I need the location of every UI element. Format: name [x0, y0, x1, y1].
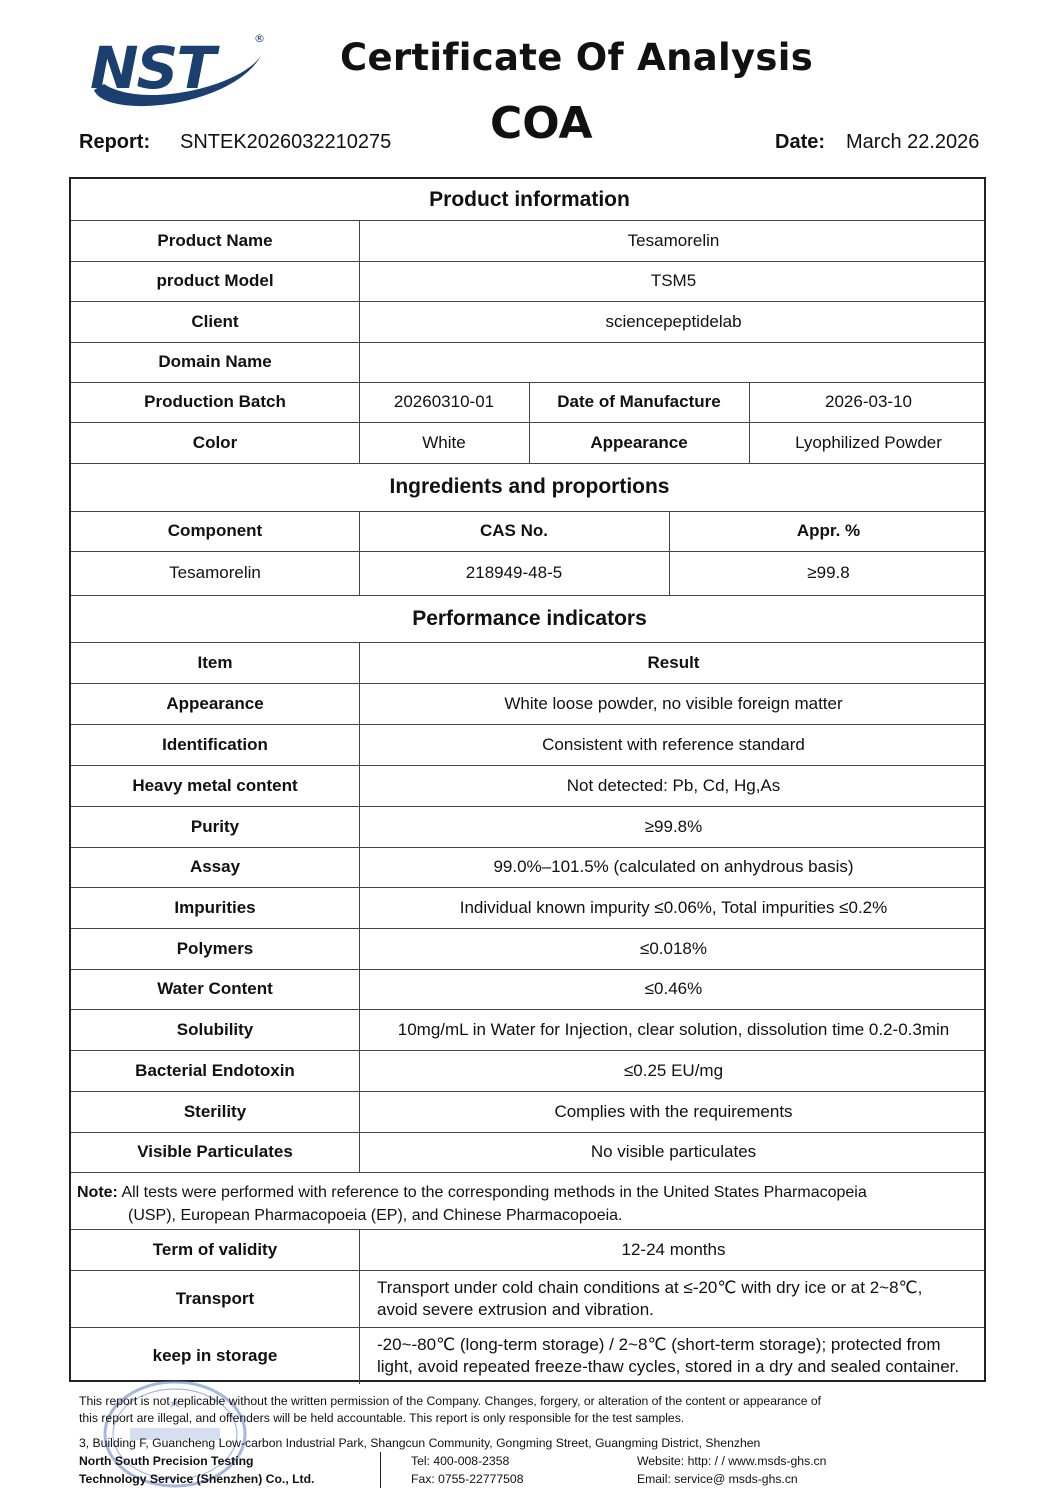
transport-line-1: Transport under cold chain conditions at ≤-20℃ with dry ice or at 2~8℃, — [377, 1277, 923, 1297]
ingredient-percent: ≥99.8 — [807, 563, 850, 582]
section-performance: Performance indicators — [412, 606, 647, 630]
disclaimer-line-1: This report is not replicable without the written permission of the Company. Changes, forgery, or alteration of the content or appearance of — [79, 1394, 822, 1408]
company-name-line-2: Technology Service (Shenzhen) Co., Ltd. — [79, 1472, 315, 1486]
document-subtitle: COA — [490, 98, 593, 149]
perf-item: Purity — [190, 816, 240, 836]
nst-logo — [84, 28, 270, 112]
note-label: Note: — [77, 1184, 118, 1201]
perf-result: 99.0%–101.5% (calculated on anhydrous basis) — [493, 857, 854, 876]
document-title: Certificate Of Analysis — [340, 36, 814, 79]
company-fax: Fax: 0755-22777508 — [411, 1472, 524, 1486]
perf-result: Complies with the requirements — [554, 1101, 793, 1121]
perf-item: Identification — [162, 734, 268, 754]
ingredients-header-component: Component — [167, 521, 263, 540]
ingredients-header-percent: Appr. % — [796, 521, 861, 540]
transport-line-2: avoid severe extrusion and vibration. — [377, 1299, 654, 1319]
perf-item: Solubility — [176, 1019, 254, 1039]
perf-item: Heavy metal content — [132, 775, 298, 795]
perf-result: 10mg/mL in Water for Injection, clear solution, dissolution time 0.2-0.3min — [397, 1019, 950, 1039]
validity-value: 12-24 months — [621, 1239, 726, 1259]
domain-name-value — [359, 342, 988, 382]
note-line-1: All tests were performed with reference to the corresponding methods in the United States Pharmacopeia — [121, 1184, 867, 1201]
perf-result: ≤0.018% — [640, 938, 707, 958]
perf-item: Sterility — [183, 1101, 247, 1121]
section-ingredients: Ingredients and proportions — [389, 475, 670, 498]
perf-item: Visible Particulates — [137, 1142, 293, 1161]
product-name-value: Tesamorelin — [627, 230, 720, 250]
report-date: March 22.2026 — [846, 131, 980, 153]
footer-divider — [380, 1452, 381, 1488]
report-number: SNTEK2026032210275 — [180, 131, 392, 153]
storage-line-2: light, avoid repeated freeze-thaw cycles, stored in a dry and sealed container. — [377, 1356, 960, 1376]
perf-result: No visible particulates — [590, 1142, 757, 1161]
coa-table — [69, 177, 986, 1382]
performance-header-item: Item — [197, 652, 233, 672]
perf-item: Bacterial Endotoxin — [135, 1060, 295, 1080]
client-label: Client — [191, 311, 239, 331]
appearance-value: Lyophilized Powder — [795, 432, 942, 452]
perf-result: Consistent with reference standard — [542, 734, 805, 754]
ingredient-component: Tesamorelin — [169, 563, 261, 582]
manufacture-date-value: 2026-03-10 — [825, 392, 912, 411]
perf-result: ≤0.46% — [644, 979, 703, 998]
perf-result: ≥99.8% — [644, 816, 703, 836]
disclaimer-line-2: this report are illegal, and offenders will be held accountable. This report is only responsible for the test samples. — [79, 1411, 685, 1425]
date-label: Date: — [775, 131, 826, 153]
color-value: White — [422, 432, 466, 452]
validity-label: Term of validity — [152, 1239, 278, 1259]
storage-line-1: -20~-80℃ (long-term storage) / 2~8℃ (short-term storage); protected from — [377, 1334, 941, 1354]
svg-text:NST: NST — [90, 34, 214, 102]
company-address: 3, Building F, Guancheng Low-carbon Industrial Park, Shangcun Community, Gongming Street, Guangming District, Shenzhen — [79, 1436, 761, 1450]
color-label: Color — [192, 432, 238, 452]
svg-text:®: ® — [254, 32, 265, 45]
appearance-label: Appearance — [590, 432, 688, 452]
company-email[interactable]: Email: service@ msds-ghs.cn — [637, 1472, 798, 1486]
perf-item: Assay — [189, 857, 241, 876]
company-name-line-1: North South Precision Testing — [79, 1454, 254, 1468]
product-model-label: product Model — [156, 271, 274, 290]
perf-item: Impurities — [174, 897, 256, 917]
perf-result: ≤0.25 EU/mg — [623, 1060, 724, 1080]
manufacture-date-label: Date of Manufacture — [557, 392, 721, 411]
perf-result: White loose powder, no visible foreign matter — [504, 693, 843, 713]
client-value: sciencepeptidelab — [605, 311, 742, 331]
ingredients-header-cas: CAS No. — [480, 521, 548, 540]
company-tel: Tel: 400-008-2358 — [411, 1454, 510, 1468]
perf-item: Appearance — [166, 693, 264, 713]
product-name-label: Product Name — [157, 230, 273, 250]
performance-header-result: Result — [647, 652, 700, 672]
ingredient-cas: 218949-48-5 — [465, 563, 563, 582]
transport-label: Transport — [175, 1288, 255, 1308]
production-batch-value: 20260310-01 — [393, 392, 495, 411]
transport-value — [359, 1270, 988, 1327]
perf-result: Individual known impurity ≤0.06%, Total impurities ≤0.2% — [459, 897, 888, 917]
domain-name-label: Domain Name — [158, 352, 272, 371]
product-model-value: TSM5 — [650, 271, 697, 290]
note-line-2: (USP), European Pharmacopoeia (EP), and Chinese Pharmacopoeia. — [128, 1207, 623, 1224]
report-label: Report: — [79, 131, 151, 153]
storage-value — [359, 1327, 988, 1384]
company-website[interactable]: Website: http: / / www.msds-ghs.cn — [637, 1454, 827, 1468]
storage-label: keep in storage — [152, 1345, 278, 1365]
perf-item: Polymers — [176, 938, 254, 958]
perf-result: Not detected: Pb, Cd, Hg,As — [566, 775, 781, 795]
production-batch-label: Production Batch — [144, 392, 286, 411]
note — [77, 1181, 867, 1227]
section-product-information: Product information — [429, 187, 630, 211]
perf-item: Water Content — [157, 979, 273, 998]
